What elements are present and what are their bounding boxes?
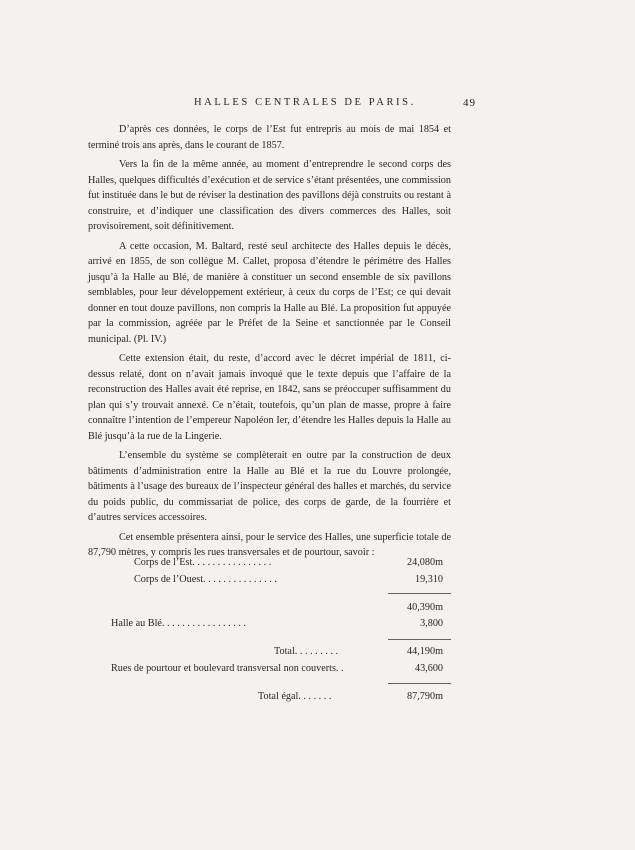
row-label: Rues de pourtour et boulevard transversal non couverts. . <box>111 663 344 674</box>
row-label: Total. . . . . . . . . <box>274 646 339 657</box>
row-label: Corps de l’Ouest. . . . . . . . . . . . . . . <box>134 574 277 585</box>
sum-rule <box>388 639 451 640</box>
summary-row <box>88 681 451 705</box>
running-header <box>0 97 635 111</box>
summary-row <box>88 637 451 659</box>
summary-row <box>88 591 451 615</box>
sum-rule <box>388 593 451 594</box>
summary-row <box>88 557 451 574</box>
row-value: 40,390m <box>407 602 443 613</box>
paragraph: Vers la fin de la même année, au moment d’entreprendre le second corps des Halles, quelques difficultés d’exécution et de service s’étant présentées, une commission fut instituée dans le but de réviser la destination des pavillons déjà construits ou restant à construire, et d’indiquer une classification des divers commerces des Halles, soit provisoirement, soit définitivement. <box>88 159 451 232</box>
paragraph: A cette occasion, M. Baltard, resté seul architecte des Halles depuis le décès, arrivé en 1855, de son collègue M. Callet, proposa d’étendre le périmètre des Halles jusqu’à la Halle au Blé, de manière à constituer un second ensemble de six pavillons semblables, pour leur développement extérieur, à ceux du corps de l’Est; ce qui devait donner en tout douze pavillons, non compris la Halle au Blé. La proposition fut appuyée par la commission, agréée par le Préfet de la Seine et sanctionnée par le Conseil municipal. (Pl. IV.) <box>88 240 451 345</box>
paragraph: Cette extension était, du reste, d’accord avec le décret impérial de 1811, ci-dessus relaté, dont on n’avait jamais invoqué que le texte depuis que l’affaire de la reconstruction des Halles avait été reprise, en 1842, sans se préoccuper suffisamment du plan qui s’y trouvait annexé. Ce n’était, toutefois, qu’un plan de masse, propre à faire connaître l’intention de l’empereur Napoléon Ier, d’étendre les Halles depuis la Halle au Blé jusqu’à la rue de la Lingerie. <box>88 353 451 442</box>
row-value: 19,310 <box>414 574 443 585</box>
row-label: Total égal. . . . . . . <box>258 691 332 702</box>
row-label: Halle au Blé. . . . . . . . . . . . . . . . . <box>111 618 246 629</box>
summary-row <box>88 659 451 681</box>
paragraph: L’ensemble du système se complèterait en outre par la construction de deux bâtiments d’administration entre la Halle au Blé et la rue du Louvre prolongée, bâtiments à l’usage des bureaux de l’inspecteur général des halles et marchés, du service du poids public, du commissariat de police, des corps de garde, de la fourrière et d’autres services accessoires. <box>88 450 451 523</box>
summary-row <box>88 615 451 637</box>
running-title: HALLES CENTRALES DE PARIS. <box>194 97 416 108</box>
row-value: 3,800 <box>420 618 443 629</box>
sum-rule <box>388 683 451 684</box>
row-value: 24,080m <box>407 557 443 568</box>
summary-row <box>88 574 451 591</box>
page-number: 49 <box>463 97 476 109</box>
paragraph: Cet ensemble présentera ainsi, pour le service des Halles, une superficie totale de 87,790 mètres, y compris les rues transversales et de pourtour, savoir : <box>88 531 451 558</box>
row-value: 44,190m <box>407 646 443 657</box>
row-value: 43,600 <box>414 663 443 674</box>
row-value: 87,790m <box>407 691 443 702</box>
body-text <box>88 122 451 561</box>
area-summary-table <box>88 557 451 705</box>
paragraph: D’après ces données, le corps de l’Est fut entrepris au mois de mai 1854 et terminé trois ans après, dans le courant de 1857. <box>88 124 451 151</box>
row-label: Corps de l’Est. . . . . . . . . . . . . . . . <box>134 557 272 568</box>
